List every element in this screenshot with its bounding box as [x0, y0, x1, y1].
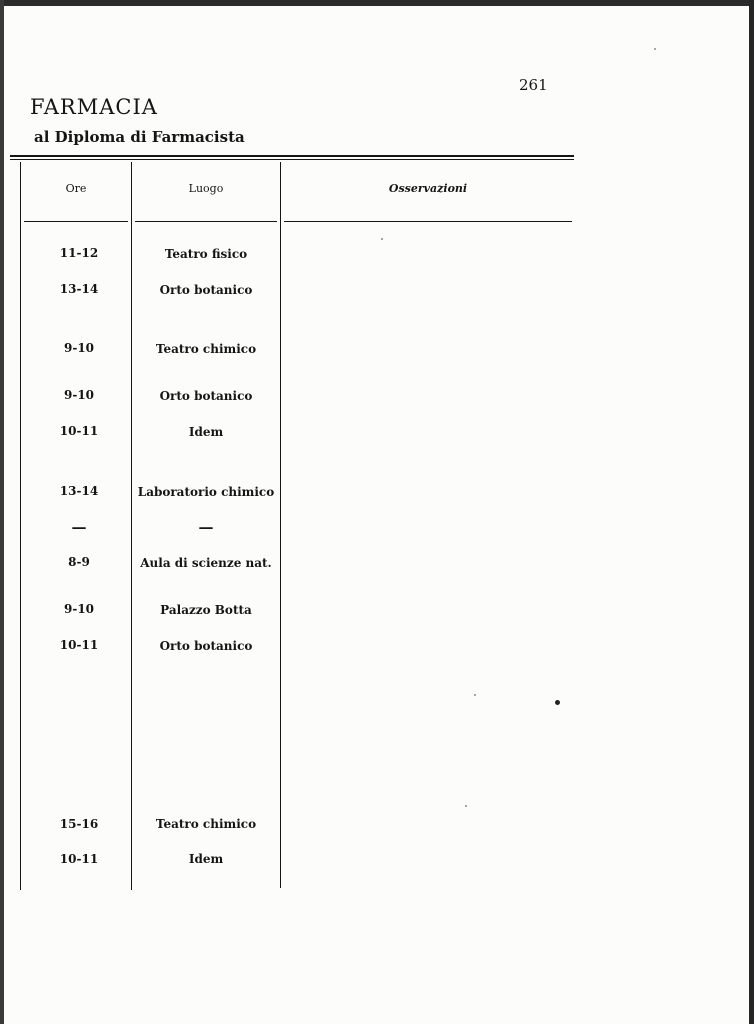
table-cell-ore: 9-10: [63, 341, 95, 355]
header-underline-luogo: [135, 221, 277, 222]
table-cell-ore: 15-16: [59, 817, 99, 831]
header-underline-ore: [24, 221, 128, 222]
table-cell-luogo: Teatro chimico: [155, 817, 257, 831]
page-subtitle: al Diploma di Farmacista: [34, 128, 245, 146]
table-cell-luogo: Laboratorio chimico: [137, 485, 275, 499]
header-double-rule-top: [10, 155, 574, 157]
ink-spot: [654, 48, 656, 50]
table-cell-luogo: Idem: [188, 852, 224, 866]
table-left-border: [20, 162, 21, 890]
table-cell-ore: 9-10: [63, 388, 95, 402]
table-cell-luogo: Orto botanico: [159, 639, 253, 653]
table-cell-ore: 13-14: [59, 484, 99, 498]
table-cell-luogo: Orto botanico: [159, 283, 253, 297]
table-cell-ore: 10-11: [59, 638, 99, 652]
table-cell-luogo: Orto botanico: [159, 389, 253, 403]
table-cell-ore: 10-11: [59, 852, 99, 866]
page-edge-top: [0, 0, 754, 6]
page-title: FARMACIA: [30, 95, 158, 119]
table-cell-ore: 11-12: [59, 246, 99, 260]
page-number: 261: [519, 76, 548, 94]
table-cell-luogo: Teatro fisico: [164, 247, 248, 261]
table-cell-ore: —: [71, 518, 87, 536]
ink-spot: [465, 805, 467, 807]
column-header-osservazioni: Osservazioni: [388, 182, 468, 195]
page-edge-left: [0, 0, 4, 1024]
table-cell-ore: 10-11: [59, 424, 99, 438]
table-cell-ore: 13-14: [59, 282, 99, 296]
table-cell-luogo: Teatro chimico: [155, 342, 257, 356]
table-cell-luogo: Idem: [188, 425, 224, 439]
table-cell-luogo: —: [198, 518, 214, 536]
column-divider-luogo-osservazioni: [280, 162, 281, 888]
table-cell-ore: 9-10: [63, 602, 95, 616]
header-underline-osservazioni: [284, 221, 572, 222]
header-double-rule-bottom: [10, 159, 574, 160]
ink-spot: [555, 700, 560, 705]
table-cell-luogo: Palazzo Botta: [160, 603, 252, 617]
ink-spot: [381, 238, 383, 240]
table-cell-luogo: Aula di scienze nat.: [140, 556, 272, 570]
column-header-luogo: Luogo: [188, 182, 224, 195]
page-edge-right: [749, 0, 754, 1024]
column-header-ore: Ore: [65, 182, 87, 195]
table-cell-ore: 8-9: [68, 555, 90, 569]
ink-spot: [474, 694, 476, 696]
